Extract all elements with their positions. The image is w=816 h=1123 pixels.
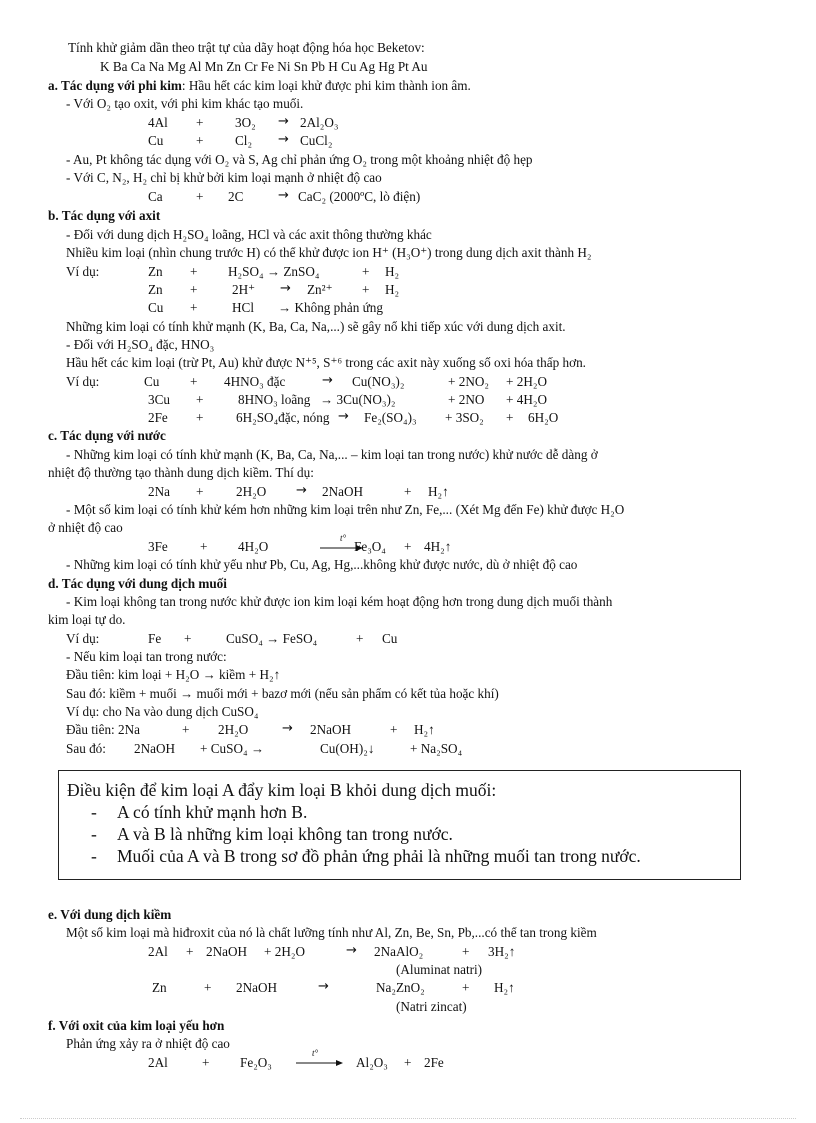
section-b-line: Nhiều kim loại (nhìn chung trước H) có thể khử được ion H⁺ (H₃O⁺) trong dung dịch axit thành H₂ — [66, 245, 592, 260]
section-b-line: - Đối với dung dịch H₂SO₄ loãng, HCl và các axit thông thường khác — [66, 227, 432, 242]
arrow-icon — [296, 1059, 344, 1067]
section-a-line: - Với C, N₂, H₂ chỉ bị khử bởi kim loại mạnh ở nhiệt độ cao — [66, 170, 382, 185]
section-f-title: f. Với oxit của kim loại yếu hơn — [48, 1018, 225, 1033]
section-a-title: a. Tác dụng với phi kim — [48, 78, 182, 93]
section-c-line: nhiệt độ thường tạo thành dung dịch kiềm. Thí dụ: — [48, 465, 314, 480]
section-d-line: - Kim loại không tan trong nước khử được ion kim loại kém hoạt động hơn trong dung dịch muối thành — [66, 594, 613, 609]
section-e-title: e. Với dung dịch kiềm — [48, 907, 172, 922]
section-c-line: - Những kim loại có tính khử yếu như Pb, Cu, Ag, Hg,...không khử được nước, dù ở nhiệt độ cao — [66, 557, 578, 572]
product-note: (Natri zincat) — [396, 999, 467, 1014]
section-a-line: - Au, Pt không tác dụng với O₂ và S, Ag chỉ phản ứng O₂ trong một khoảng nhiệt độ hẹp — [66, 152, 533, 167]
example-label: Ví dụ: — [66, 631, 100, 646]
section-a-heading — [48, 78, 471, 94]
example-label: Ví dụ: — [66, 374, 100, 389]
section-c-line: ở nhiệt độ cao — [48, 520, 123, 535]
section-c-title: c. Tác dụng với nước — [48, 428, 166, 443]
section-d-title: d. Tác dụng với dung dịch muối — [48, 576, 227, 591]
section-b-line: Những kim loại có tính khử mạnh (K, Ba, Ca, Na,...) sẽ gây nổ khi tiếp xúc với dung dịch axit. — [66, 319, 566, 334]
condition-box-title: Điều kiện để kim loại A đẩy kim loại B khỏi dung dịch muối: — [67, 780, 497, 800]
section-d-line: Ví dụ: cho Na vào dung dịch CuSO₄ — [66, 704, 259, 719]
section-c-line: - Những kim loại có tính khử mạnh (K, Ba, Ca, Na,... – kim loại tan trong nước) khử nước dễ dàng ở — [66, 447, 598, 462]
section-f-line: Phản ứng xảy ra ở nhiệt độ cao — [66, 1036, 230, 1051]
section-d-line: kim loại tự do. — [48, 612, 126, 627]
product-note: (Aluminat natri) — [396, 962, 483, 977]
example-label: Ví dụ: — [66, 264, 100, 279]
activity-series: K Ba Ca Na Mg Al Mn Zn Cr Fe Ni Sn Pb H Cu Ag Hg Pt Au — [100, 59, 428, 74]
section-a-title-rest: : Hầu hết các kim loại khử được phi kim thành ion âm. — [181, 78, 471, 93]
section-b-line: Hầu hết các kim loại (trừ Pt, Au) khử được N⁺⁵, S⁺⁶ trong các axit này xuống số oxi hóa thấp hơn. — [66, 355, 586, 370]
section-c-line: - Một số kim loại có tính khử kém hơn những kim loại trên như Zn, Fe,... (Xét Mg đến Fe) khử được H₂O — [66, 502, 625, 517]
section-d-line: - Nếu kim loại tan trong nước: — [66, 649, 227, 664]
section-b-title: b. Tác dụng với axit — [48, 208, 161, 223]
page-bottom-divider — [20, 1118, 796, 1119]
section-e-line: Một số kim loại mà hiđroxit của nó là chất lưỡng tính như Al, Zn, Be, Sn, Pb,...có thể tan trong kiềm — [66, 925, 597, 940]
section-d-line: Sau đó: kiềm + muối → muối mới + bazơ mới (nếu sản phẩm có kết tủa hoặc khí) — [66, 686, 499, 701]
section-b-line: - Đối với H₂SO₄ đặc, HNO₃ — [66, 337, 215, 352]
section-a-line: - Với O₂ tạo oxit, với phi kim khác tạo muối. — [66, 96, 304, 111]
section-d-line: Đầu tiên: kim loại + H₂O → kiềm + H₂↑ — [66, 667, 281, 682]
intro-line: Tính khử giảm dần theo trật tự của dãy hoạt động hóa học Beketov: — [68, 40, 425, 55]
condition-box: Điều kiện để kim loại A đẩy kim loại B khỏi dung dịch muối: - A có tính khử mạnh hơn B. - A và B là những kim loại không tan trong nước. - Muối của A và B trong sơ đồ phản ứng phải là những muối tan trong nước. — [58, 770, 741, 880]
